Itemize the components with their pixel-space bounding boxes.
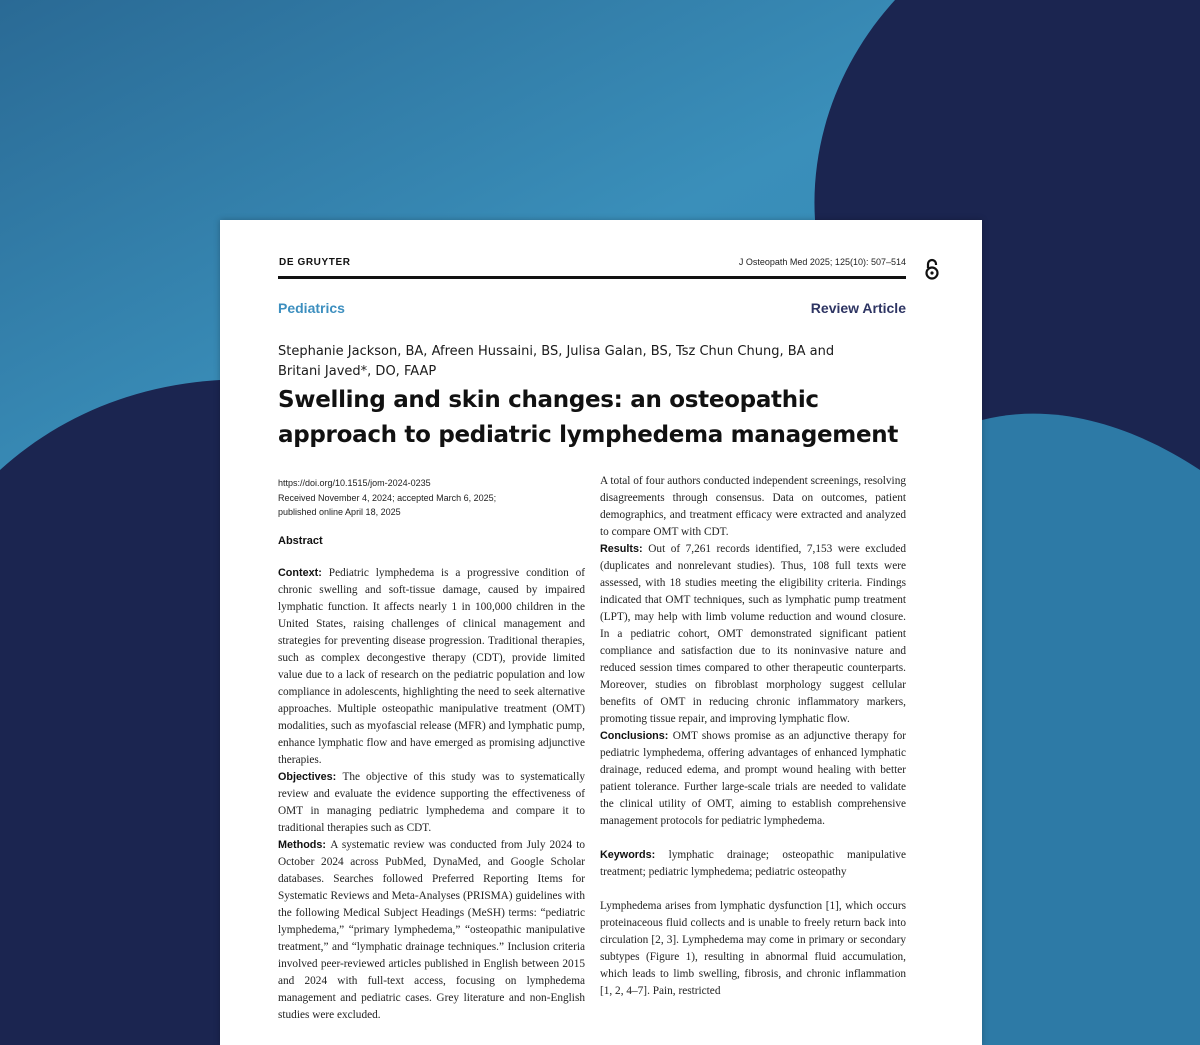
abstract-objectives — [278, 769, 585, 837]
abstract-results — [600, 541, 906, 728]
body-intro-paragraph: Lymphedema arises from lymphatic dysfunction [1], which occurs proteinaceous fluid collects and is unable to freely return back into circulation [2, 3]. Lymphedema may come in primary or secondary subtypes (Figure 1), resulting in abnormal fluid accumulation, which leads to limb swelling, fibrosis, and chronic inflammation [1, 2, 4–7]. Pain, restricted — [600, 900, 906, 997]
conclusions-text: OMT shows promise as an adjunctive therapy for pediatric lymphedema, offering advantages of enhanced lymphatic drainage, reduced edema, and prompt wound healing with better patient tolerance. Further large-scale trials are needed to validate the clinical utility of OMT, aiming to establish comprehensive management protocols for pediatric lymphedema. — [600, 730, 906, 827]
conclusions-label: Conclusions: — [600, 730, 673, 742]
objectives-text: The objective of this study was to systematically review and evaluate the evidence supporting the effectiveness of OMT in managing pediatric lymphedema and compare it to traditional therapies such as CDT. — [278, 771, 585, 834]
published-date: published online April 18, 2025 — [278, 507, 401, 517]
author-list — [278, 342, 838, 381]
spacer — [600, 830, 906, 847]
journal-citation: J Osteopath Med 2025; 125(10): 507–514 — [738, 257, 906, 267]
context-text: Pediatric lymphedema is a progressive condition of chronic swelling and soft-tissue damage, caused by impaired lymphatic function. It affects nearly 1 in 100,000 children in the United States, raising challenges of clinical management and strategies for preventing disease progression. Traditional therapies, such as complex decongestive therapy (CDT), provide limited value due to a lack of research on the pediatric population and low compliance in adolescents, highlighting the need to seek alternative approaches. Multiple osteopathic manipulative treatment (OMT) modalities, such as myofascial release (MFR) and lymphatic pump, enhance lymphatic flow and have emerged as promising adjunctive therapies. — [278, 567, 585, 766]
publisher-logo: DE GRUYTER — [279, 257, 351, 268]
title-line: Swelling and skin changes: an osteopathic — [278, 387, 819, 413]
methods-continued: A total of four authors conducted independent screenings, resolving disagreements through consensus. Data on outcomes, patient demographics, and treatment efficacy were extracted and analyzed to compare OMT with CDT. — [600, 475, 906, 538]
methods-text: A systematic review was conducted from July 2024 to October 2024 across PubMed, DynaMed, and Google Scholar databases. Searches followed Preferred Reporting Items for Systematic Reviews and Meta-Analyses (PRISMA) guidelines with the following Medical Subject Headings (MeSH) terms: “pediatric lymphedema,” “primary lymphedema,” “osteopathic manipulative treatment,” and “lymphatic drainage techniques.” Inclusion criteria involved peer-reviewed articles published in English between 2015 and 2024 with full-text access, focusing on lymphedema management and pediatric cases. Grey literature and non-English studies were excluded. — [278, 839, 586, 1021]
results-text: Out of 7,261 records identified, 7,153 were excluded (duplicates and nonrelevant studies). Thus, 108 full texts were assessed, with 18 studies meeting the eligibility criteria. Findings indicated that OMT techniques, such as lymphatic pump treatment (LPT), may help with limb volume reduction and wound closure. In a pediatric cohort, OMT demonstrated significant patient compliance and satisfaction due to its noninvasive nature and reduced session times compared to other therapeutic counterparts. Moreover, studies on fibroblast morphology suggest cellular benefits of OMT in reducing chronic inflammatory markers, promoting tissue repair, and improving lymphatic flow. — [600, 543, 906, 725]
title-line: approach to pediatric lymphedema management — [278, 422, 899, 448]
abstract-column-left — [278, 565, 585, 1024]
abstract-methods — [278, 837, 585, 1024]
keywords — [600, 847, 906, 881]
article-metadata — [278, 476, 578, 520]
methods-label: Methods: — [278, 839, 331, 851]
abstract-context — [278, 565, 585, 769]
article-page — [220, 220, 982, 1045]
context-label: Context: — [278, 567, 329, 579]
article-title — [278, 383, 918, 453]
author-line: Britani Javed*, DO, FAAP — [278, 363, 437, 379]
results-label: Results: — [600, 543, 649, 555]
background-wave-right — [982, 414, 1200, 1045]
abstract-conclusions — [600, 728, 906, 830]
received-date: Received November 4, 2024; accepted March 6, 2025; — [278, 492, 497, 503]
author-line: Stephanie Jackson, BA, Afreen Hussaini, BS, Julisa Galan, BS, Tsz Chun Chung, BA and — [278, 344, 835, 359]
header-rule — [278, 276, 906, 279]
abstract-heading: Abstract — [278, 535, 323, 547]
open-access-icon — [923, 257, 941, 281]
keywords-text: lymphatic drainage; osteopathic manipulative treatment; pediatric lymphedema; pediatric osteopathy — [600, 849, 906, 878]
objectives-label: Objectives: — [278, 771, 343, 783]
section-label[interactable]: Pediatrics — [278, 300, 345, 316]
doi-link[interactable]: https://doi.org/10.1515/jom-2024-0235 — [278, 478, 431, 488]
abstract-column-right — [600, 473, 906, 1000]
article-type-label: Review Article — [810, 300, 906, 316]
keywords-label: Keywords: — [600, 849, 669, 861]
spacer — [600, 881, 906, 898]
